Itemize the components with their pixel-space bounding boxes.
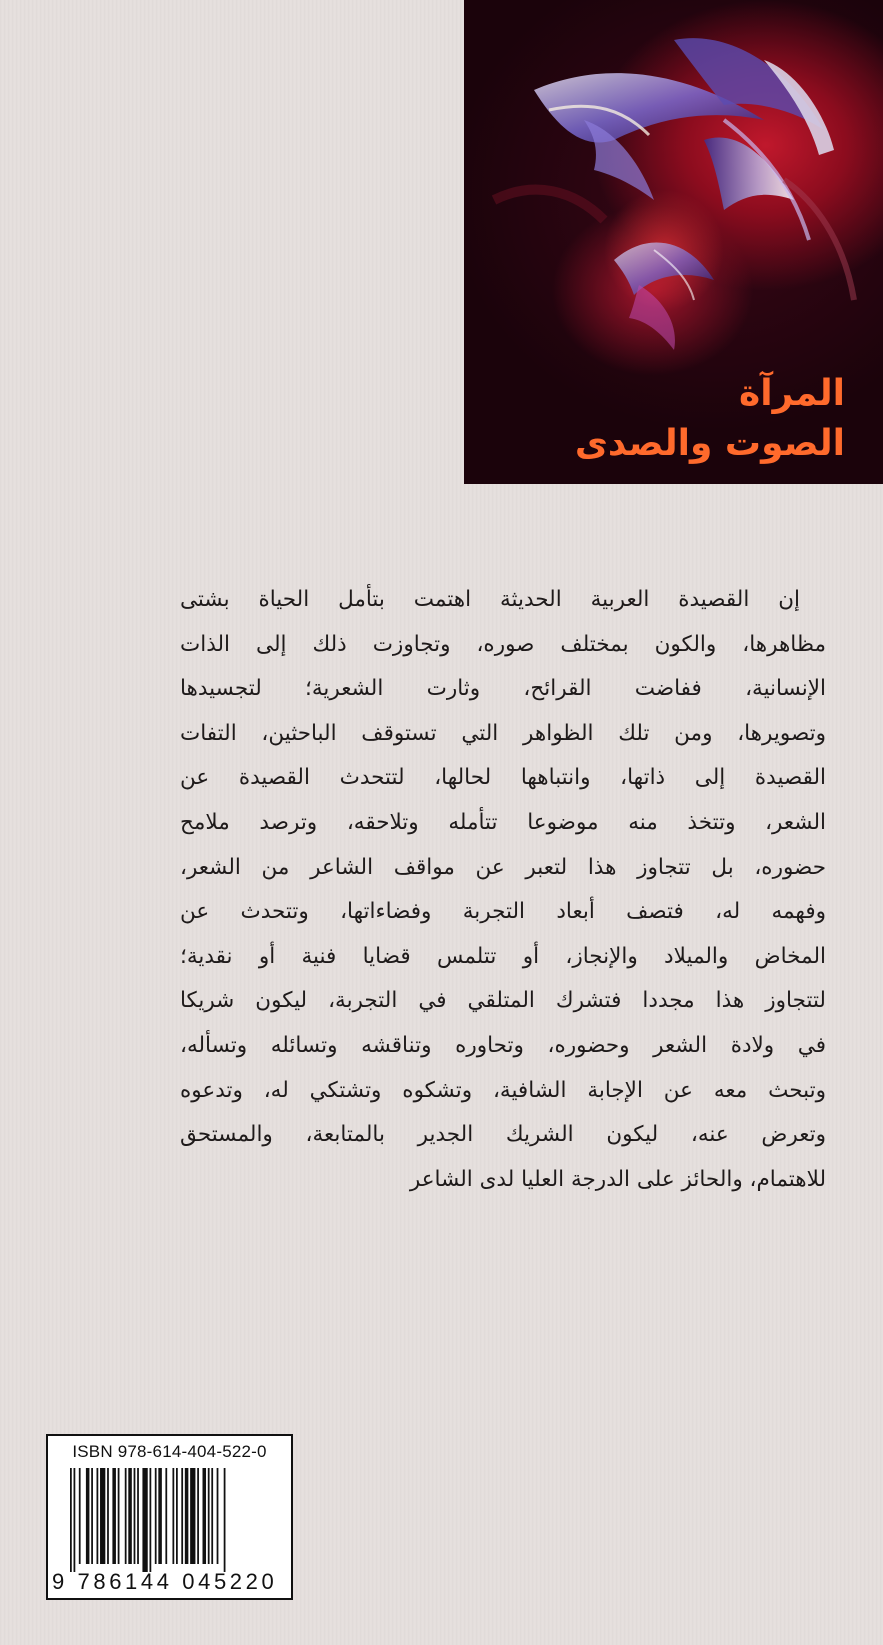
barcode-bar (176, 1468, 178, 1564)
blurb-line: وتبحث معه عن الإجابة الشافية، وتشكوه وتشتكي له، وتدعوه (180, 1077, 826, 1103)
barcode-bar (150, 1468, 152, 1572)
barcode-bar (134, 1468, 136, 1564)
barcode-bar (100, 1468, 105, 1564)
barcode-bar (86, 1468, 90, 1564)
barcode-bar (211, 1468, 213, 1564)
barcode-bars (70, 1468, 282, 1572)
barcode-bar (74, 1468, 76, 1572)
barcode-bar (165, 1468, 167, 1564)
blurb-line: إن القصيدة العربية الحديثة اهتمت بتأمل الحياة بشتى (180, 587, 800, 612)
barcode-bar (97, 1468, 99, 1564)
barcode-bar (155, 1468, 157, 1564)
barcode-bar (203, 1468, 207, 1564)
barcode-bar (185, 1468, 189, 1564)
barcode-bar (142, 1468, 147, 1572)
blurb-line: الإنسانية، ففاضت القرائح، وثارت الشعرية؛ لتجسيدها (180, 676, 826, 702)
barcode-bar (137, 1468, 139, 1564)
blurb-line: في ولادة الشعر وحضوره، وتحاوره وتناقشه وتسائله وتسأله، (180, 1032, 826, 1058)
cover-artwork (464, 0, 883, 484)
blurb-line: وتعرض عنه، ليكون الشريك الجدير بالمتابعة، والمستحق (180, 1122, 826, 1148)
barcode-bar (70, 1468, 72, 1572)
blurb-line: مظاهرها، والكون بمختلف صوره، وتجاوزت ذلك إلى الذات (180, 631, 826, 657)
blurb-line: الشعر، وتتخذ منه موضوعا تتأمله وتلاحقه، وترصد ملامح (180, 809, 826, 835)
barcode-bar (197, 1468, 199, 1564)
back-cover-blurb (180, 578, 826, 1202)
barcode-bar (217, 1468, 219, 1564)
barcode-digits: 9 786144 045220 (52, 1569, 278, 1594)
barcode-bar (181, 1468, 183, 1564)
barcode-bar (91, 1468, 93, 1564)
barcode-bar (118, 1468, 120, 1564)
blurb-line: وفهمه له، فتصف أبعاد التجربة وفضاءاتها، وتتحدث عن (180, 899, 826, 925)
blurb-line: حضوره، بل تتجاوز هذا لتعبر عن مواقف الشاعر من الشعر، (180, 854, 826, 880)
cover-title-line-1: المرآة (739, 373, 845, 414)
isbn-barcode (46, 1434, 293, 1600)
barcode-bar (224, 1468, 226, 1572)
barcode-bar (128, 1468, 132, 1564)
barcode-bar (112, 1468, 116, 1564)
barcode-bar (172, 1468, 174, 1564)
blurb-line: القصيدة إلى ذاتها، وانتباهها لحالها، لتتحدث القصيدة عن (180, 765, 826, 791)
barcode-bar (79, 1468, 81, 1564)
barcode-bar (190, 1468, 195, 1564)
cover-title-line-2: الصوت والصدى (574, 423, 845, 464)
blurb-line: وتصويرها، ومن تلك الظواهر التي تستوقف الباحثين، التفات (180, 720, 826, 746)
barcode-bar (158, 1468, 162, 1564)
barcode-bar (107, 1468, 109, 1564)
isbn-label: ISBN 978-614-404-522-0 (72, 1442, 267, 1461)
blurb-line: للاهتمام، والحائز على الدرجة العليا لدى الشاعر (409, 1166, 826, 1192)
barcode-bar (125, 1468, 127, 1564)
blurb-line: المخاض والميلاد والإنجاز، أو تتلمس قضايا فنية أو نقدية؛ (180, 943, 826, 969)
blurb-line: لتتجاوز هذا مجددا فتشرك المتلقي في التجربة، ليكون شريكا (180, 988, 826, 1014)
barcode-bar (208, 1468, 210, 1564)
